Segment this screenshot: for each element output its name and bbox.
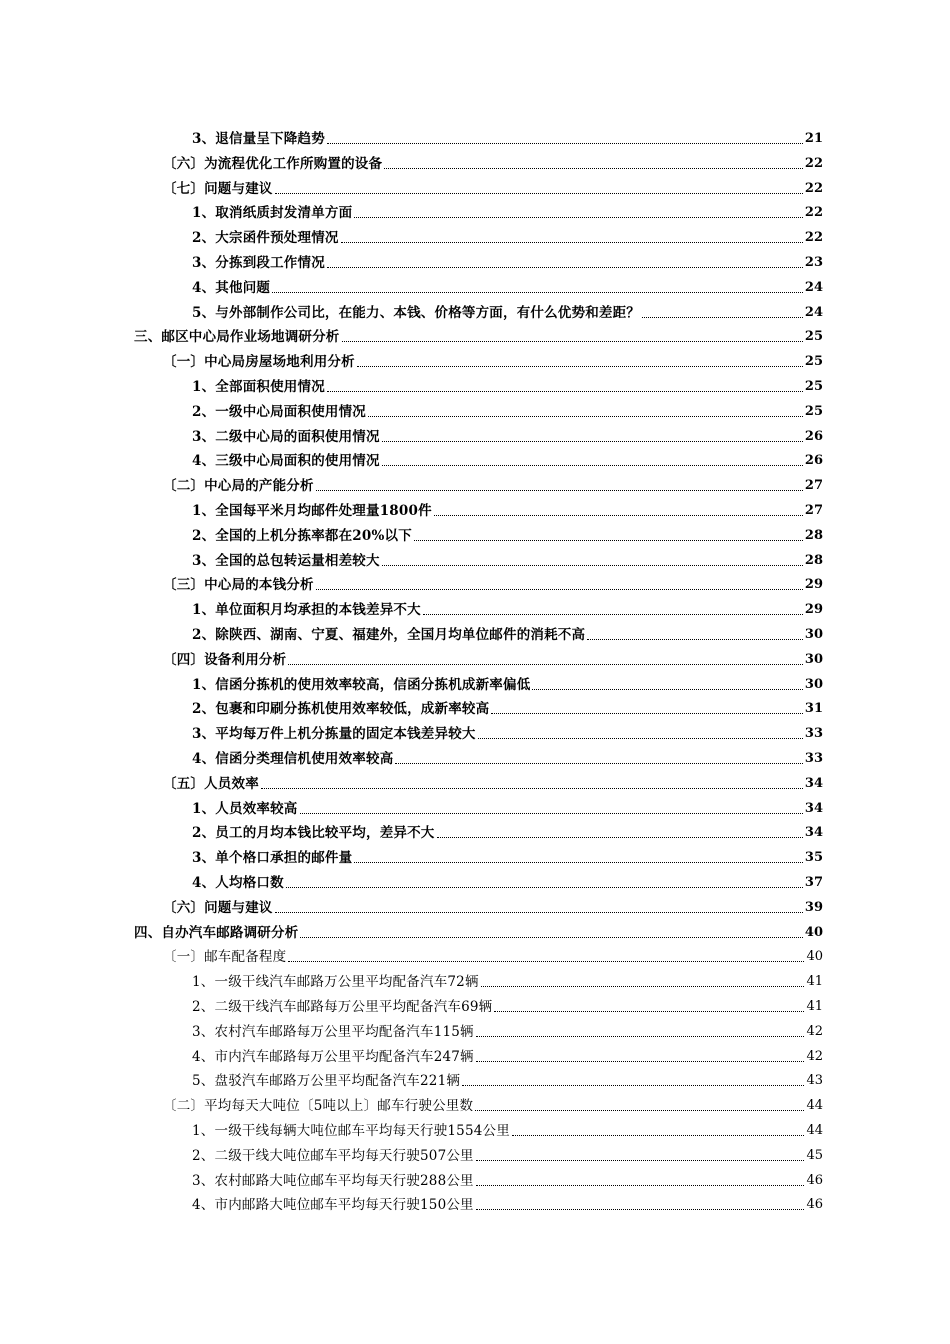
toc-entry[interactable]	[192, 819, 823, 841]
dot-leader	[476, 1035, 805, 1037]
dot-leader	[316, 489, 803, 491]
toc-entry[interactable]	[192, 1191, 823, 1213]
dot-leader	[327, 266, 803, 268]
toc-entry-page-number: 37	[804, 875, 823, 890]
dot-leader	[478, 737, 803, 739]
toc-row	[0, 993, 950, 1015]
toc-entry[interactable]	[134, 323, 823, 345]
toc-entry[interactable]	[192, 299, 823, 321]
toc-entry-label: 四、自办汽车邮路调研分析	[134, 924, 299, 941]
toc-entry[interactable]	[192, 869, 823, 891]
toc-entry-label: 2、员工的月均本钱比较平均，差异不大	[192, 825, 435, 842]
toc-entry-label: 3、单个格口承担的邮件量	[192, 850, 353, 867]
toc-row	[0, 1043, 950, 1065]
toc-entry[interactable]	[192, 373, 823, 395]
toc-entry-label: 〔二〕平均每天大吨位〔5吨以上〕邮车行驶公里数	[163, 1098, 474, 1115]
toc-entry-page-number: 27	[804, 478, 823, 494]
toc-row	[0, 199, 950, 221]
toc-row	[0, 497, 950, 519]
dot-leader	[423, 613, 803, 615]
toc-entry-label: 2、大宗函件预处理情况	[192, 230, 339, 247]
dot-leader	[300, 936, 803, 938]
toc-entry-page-number: 29	[804, 577, 823, 593]
toc-entry-page-number: 28	[804, 552, 823, 568]
toc-entry[interactable]	[192, 522, 823, 544]
toc-entry-page-number: 30	[804, 627, 823, 642]
toc-row	[0, 224, 950, 246]
dot-leader	[476, 1184, 805, 1186]
toc-row	[0, 1092, 950, 1114]
toc-entry[interactable]	[163, 1092, 823, 1114]
toc-entry[interactable]	[192, 1067, 823, 1089]
toc-row	[0, 919, 950, 941]
toc-entry[interactable]	[192, 224, 823, 246]
toc-entry-page-number: 25	[804, 354, 823, 370]
toc-entry-label: 2、全国的上机分拣率都在20%以下	[192, 527, 412, 544]
dot-leader	[354, 216, 803, 218]
toc-entry-page-number: 44	[806, 1098, 823, 1114]
toc-entry-label: 1、人员效率较高	[192, 800, 298, 817]
toc-entry-page-number: 21	[804, 131, 823, 146]
toc-entry[interactable]	[192, 497, 823, 519]
dot-leader	[437, 836, 803, 838]
toc-entry-label: 5、盘驳汽车邮路万公里平均配备汽车221辆	[192, 1073, 461, 1090]
toc-row	[0, 720, 950, 742]
toc-row	[0, 348, 950, 370]
toc-entry-label: 4、三级中心局面积的使用情况	[192, 453, 380, 470]
toc-entry-page-number: 42	[806, 1023, 823, 1039]
toc-entry-page-number: 25	[804, 329, 823, 345]
dot-leader	[261, 787, 803, 789]
toc-entry-page-number: 27	[804, 503, 823, 518]
toc-row	[0, 398, 950, 420]
dot-leader	[476, 1208, 805, 1210]
toc-entry-page-number: 33	[804, 726, 823, 742]
toc-row	[0, 522, 950, 544]
toc-row	[0, 150, 950, 172]
dot-leader	[368, 415, 803, 417]
toc-entry-page-number: 41	[806, 974, 823, 990]
toc-row	[0, 621, 950, 643]
toc-entry-label: 〔七〕问题与建议	[163, 180, 273, 197]
toc-entry-page-number: 25	[804, 403, 823, 419]
dot-leader	[342, 340, 803, 342]
toc-entry-page-number: 45	[806, 1147, 823, 1163]
dot-leader	[642, 316, 803, 318]
dot-leader	[512, 1134, 805, 1136]
dot-leader	[288, 960, 804, 962]
toc-row	[0, 894, 950, 916]
toc-entry[interactable]	[192, 795, 823, 817]
toc-row	[0, 423, 950, 445]
dot-leader	[382, 564, 803, 566]
toc-entry-label: 2、二级干线汽车邮路每万公里平均配备汽车69辆	[192, 999, 493, 1015]
toc-entry-label: 〔四〕设备利用分析	[163, 651, 287, 668]
toc-entry[interactable]	[192, 274, 823, 296]
toc-row	[0, 175, 950, 197]
toc-entry-label: 三、邮区中心局作业场地调研分析	[134, 329, 340, 346]
toc-entry-label: 1、信函分拣机的使用效率较高，信函分拣机成新率偏低	[192, 676, 531, 693]
toc-row	[0, 819, 950, 841]
toc-row	[0, 547, 950, 569]
toc-entry-label: 5、与外部制作公司比，在能力、本钱、价格等方面，有什么优势和差距？	[192, 304, 640, 321]
toc-entry[interactable]	[163, 472, 823, 494]
toc-entry-page-number: 43	[806, 1073, 823, 1089]
toc-entry[interactable]	[192, 745, 823, 767]
toc-row	[0, 571, 950, 593]
toc-row	[0, 943, 950, 965]
toc-entry[interactable]	[192, 1142, 823, 1164]
toc-entry-label: 3、分拣到段工作情况	[192, 255, 325, 271]
toc-entry-page-number: 22	[804, 205, 823, 221]
dot-leader	[491, 712, 803, 714]
toc-entry-page-number: 22	[804, 230, 823, 246]
dot-leader	[494, 1010, 804, 1012]
toc-entry-label: 1、全部面积使用情况	[192, 379, 325, 395]
toc-entry[interactable]	[163, 894, 823, 916]
toc-row	[0, 447, 950, 469]
toc-entry-label: 4、信函分类理信机使用效率较高	[192, 751, 394, 767]
toc-row	[0, 869, 950, 891]
toc-entry-label: 4、其他问题	[192, 279, 271, 296]
toc-entry-page-number: 30	[804, 676, 823, 692]
toc-entry-label: 2、一级中心局面积使用情况	[192, 403, 366, 420]
dot-leader	[382, 464, 803, 466]
toc-row	[0, 695, 950, 717]
dot-leader	[384, 167, 803, 169]
dot-leader	[382, 440, 803, 442]
dot-leader	[275, 192, 803, 194]
toc-row	[0, 1142, 950, 1164]
toc-entry[interactable]	[192, 993, 823, 1015]
toc-entry-page-number: 28	[804, 527, 823, 543]
toc-entry[interactable]	[192, 720, 823, 742]
toc-entry-label: 3、二级中心局的面积使用情况	[192, 428, 380, 445]
toc-row	[0, 249, 950, 271]
toc-entry-label: 2、包裹和印刷分拣机使用效率较低，成新率较高	[192, 701, 490, 718]
toc-entry[interactable]	[163, 646, 823, 668]
toc-entry-label: 〔一〕中心局房屋场地利用分析	[163, 354, 355, 371]
toc-row	[0, 472, 950, 494]
toc-entry-page-number: 29	[804, 602, 823, 618]
toc-row	[0, 1191, 950, 1213]
toc-row	[0, 795, 950, 817]
toc-entry-page-number: 22	[804, 155, 823, 171]
toc-entry-page-number: 42	[806, 1048, 823, 1064]
toc-entry-page-number: 26	[804, 428, 823, 444]
toc-entry-label: 4、市内邮路大吨位邮车平均每天行驶150公里	[192, 1197, 474, 1214]
toc-row	[0, 1167, 950, 1189]
dot-leader	[286, 886, 803, 888]
toc-row	[0, 1018, 950, 1040]
toc-row	[0, 770, 950, 792]
dot-leader	[462, 1084, 804, 1086]
toc-entry[interactable]	[163, 150, 823, 172]
toc-entry-page-number: 24	[804, 304, 823, 320]
toc-entry-page-number: 46	[806, 1197, 823, 1213]
toc-entry[interactable]	[192, 621, 823, 643]
toc-entry-label: 3、农村汽车邮路每万公里平均配备汽车115辆	[192, 1023, 474, 1040]
dot-leader	[341, 241, 803, 243]
toc-row	[0, 646, 950, 668]
toc-entry[interactable]	[192, 125, 823, 147]
toc-entry-label: 〔二〕中心局的产能分析	[163, 478, 314, 495]
dot-leader	[357, 365, 803, 367]
toc-entry-page-number: 34	[804, 775, 823, 791]
toc-entry[interactable]	[192, 671, 823, 693]
toc-row	[0, 844, 950, 866]
toc-entry-page-number: 34	[804, 800, 823, 816]
toc-row	[0, 274, 950, 296]
toc-entry-label: 1、一级干线汽车邮路万公里平均配备汽车72辆	[192, 974, 479, 991]
toc-row	[0, 323, 950, 345]
toc-row	[0, 1117, 950, 1139]
toc-entry[interactable]	[192, 423, 823, 445]
dot-leader	[275, 911, 803, 913]
toc-entry[interactable]	[134, 919, 823, 941]
toc-row	[0, 671, 950, 693]
toc-entry-page-number: 30	[804, 651, 823, 667]
toc-entry-page-number: 44	[806, 1123, 823, 1138]
dot-leader	[354, 861, 803, 863]
dot-leader	[476, 1159, 805, 1161]
dot-leader	[434, 514, 803, 516]
dot-leader	[300, 812, 803, 814]
toc-entry-label: 2、除陕西、湖南、宁夏、福建外，全国月均单位邮件的消耗不高	[192, 627, 586, 643]
toc-entry-page-number: 23	[804, 255, 823, 270]
toc-entry[interactable]	[163, 348, 823, 370]
toc-entry-page-number: 41	[806, 999, 823, 1014]
dot-leader	[327, 390, 803, 392]
toc-entry-label: 1、单位面积月均承担的本钱差异不大	[192, 602, 421, 619]
toc-entry-page-number: 39	[804, 899, 823, 915]
dot-leader	[414, 539, 803, 541]
toc-entry-label: 〔六〕为流程优化工作所购置的设备	[163, 155, 383, 172]
toc-entry[interactable]	[163, 175, 823, 197]
toc-entry-label: 3、退信量呈下降趋势	[192, 131, 325, 147]
toc-entry-label: 〔一〕邮车配备程度	[163, 949, 287, 966]
toc-entry-label: 1、一级干线每辆大吨位邮车平均每天行驶1554公里	[192, 1123, 510, 1139]
toc-entry[interactable]	[163, 571, 823, 593]
toc-row	[0, 125, 950, 147]
toc-entry-label: 3、农村邮路大吨位邮车平均每天行驶288公里	[192, 1172, 474, 1189]
toc-entry[interactable]	[192, 1167, 823, 1189]
toc-entry[interactable]	[192, 695, 823, 717]
toc-row	[0, 299, 950, 321]
toc-entry-label: 〔六〕问题与建议	[163, 899, 273, 916]
toc-entry[interactable]	[163, 943, 823, 965]
toc-row	[0, 1067, 950, 1089]
toc-entry-page-number: 40	[804, 924, 823, 940]
dot-leader	[272, 291, 803, 293]
toc-entry-label: 1、全国每平米月均邮件处理量1800件	[192, 503, 432, 519]
toc-entry[interactable]	[192, 249, 823, 271]
toc-entry-page-number: 34	[804, 825, 823, 841]
toc-entry[interactable]	[192, 968, 823, 990]
toc-entry-page-number: 22	[804, 180, 823, 196]
toc-entry[interactable]	[192, 1117, 823, 1139]
dot-leader	[475, 1109, 804, 1111]
toc-entry-label: 3、平均每万件上机分拣量的固定本钱差异较大	[192, 726, 476, 743]
dot-leader	[476, 1060, 805, 1062]
toc-entry[interactable]	[192, 596, 823, 618]
toc-entry-page-number: 40	[806, 949, 823, 965]
dot-leader	[395, 762, 803, 764]
toc-row	[0, 968, 950, 990]
toc-entry-label: 4、市内汽车邮路每万公里平均配备汽车247辆	[192, 1048, 474, 1065]
toc-entry-page-number: 24	[804, 279, 823, 295]
dot-leader	[288, 663, 803, 665]
toc-entry-page-number: 25	[804, 379, 823, 394]
dot-leader	[316, 588, 803, 590]
dot-leader	[327, 142, 803, 144]
toc-entry-label: 3、全国的总包转运量相差较大	[192, 552, 380, 569]
toc-entry-page-number: 31	[804, 701, 823, 717]
toc-entry[interactable]	[192, 844, 823, 866]
toc-row	[0, 745, 950, 767]
toc-entry-label: 〔三〕中心局的本钱分析	[163, 577, 314, 594]
toc-entry-label: 4、人均格口数	[192, 875, 284, 891]
toc-entry-label: 1、取消纸质封发清单方面	[192, 205, 353, 222]
toc-entry[interactable]	[192, 199, 823, 221]
dot-leader	[532, 688, 803, 690]
toc-entry[interactable]	[192, 398, 823, 420]
toc-entry-page-number: 26	[804, 453, 823, 469]
toc-entry-page-number: 33	[804, 751, 823, 766]
toc-entry-page-number: 46	[806, 1172, 823, 1188]
toc-entry-page-number: 35	[804, 850, 823, 866]
toc-row	[0, 596, 950, 618]
toc-entry-label: 〔五〕人员效率	[163, 775, 259, 792]
toc-entry[interactable]	[192, 447, 823, 469]
dot-leader	[481, 985, 805, 987]
dot-leader	[587, 638, 803, 640]
toc-entry-label: 2、二级干线大吨位邮车平均每天行驶507公里	[192, 1147, 474, 1164]
toc-entry[interactable]	[192, 547, 823, 569]
toc-entry[interactable]	[192, 1018, 823, 1040]
toc-entry[interactable]	[192, 1043, 823, 1065]
toc-entry[interactable]	[163, 770, 823, 792]
toc-row	[0, 373, 950, 395]
